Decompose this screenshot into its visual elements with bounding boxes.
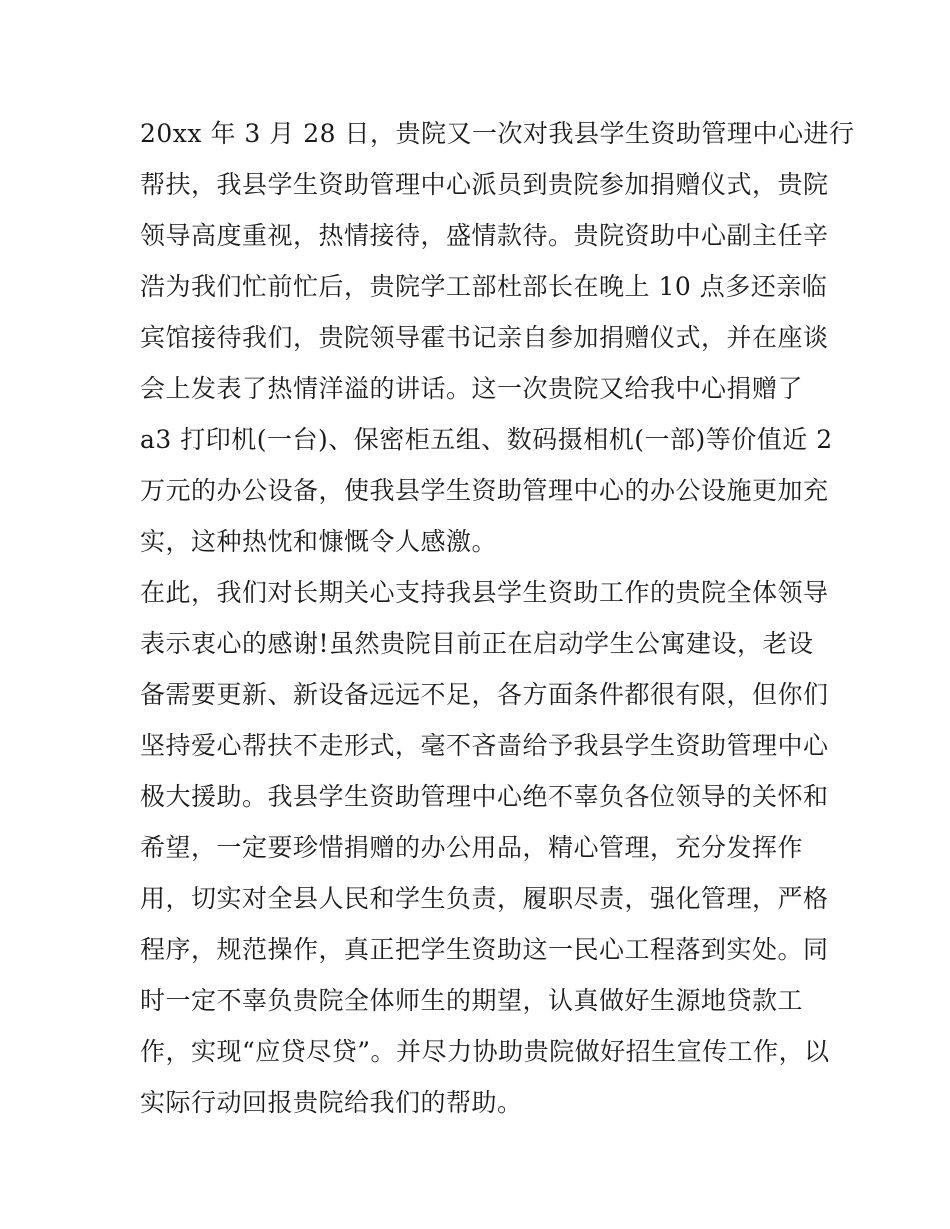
text-line: 帮扶，我县学生资助管理中心派员到贵院参加捐赠仪式，贵院 [140,170,829,199]
text-line: 宾馆接待我们，贵院领导霍书记亲自参加捐赠仪式，并在座谈 [140,323,829,352]
text-line: 领导高度重视，热情接待，盛情款待。贵院资助中心副主任辛 [140,221,829,250]
text-line: 备需要更新、新设备远远不足，各方面条件都很有限，但你们 [140,680,829,709]
text-line: 极大援助。我县学生资助管理中心绝不辜负各位领导的关怀和 [140,782,829,811]
text-line: 实，这种热忱和慷慨令人感激。 [140,527,498,556]
text-line: 20xx 年 3 月 28 日，贵院又一次对我县学生资助管理中心进行 [140,119,855,148]
text-line: 实际行动回报贵院给我们的帮助。 [140,1088,523,1117]
text-line: 作，实现“应贷尽贷”。并尽力协助贵院做好招生宣传工作，以 [140,1037,830,1066]
document-body [140,108,855,1128]
text-line: 会上发表了热情洋溢的讲话。这一次贵院又给我中心捐赠了 [140,374,804,403]
text-line: 在此，我们对长期关心支持我县学生资助工作的贵院全体领导 [140,578,829,607]
text-line: 程序，规范操作，真正把学生资助这一民心工程落到实处。同 [140,935,829,964]
text-line: 时一定不辜负贵院全体师生的期望，认真做好生源地贷款工 [140,986,804,1015]
text-line: a3 打印机(一台)、保密柜五组、数码摄相机(一部)等价值近 2 [140,425,833,454]
text-line: 万元的办公设备，使我县学生资助管理中心的办公设施更加充 [140,476,829,505]
text-line: 表示衷心的感谢!虽然贵院目前正在启动学生公寓建设，老设 [140,629,814,658]
text-line: 用，切实对全县人民和学生负责，履职尽责，强化管理，严格 [140,884,829,913]
text-line: 浩为我们忙前忙后，贵院学工部杜部长在晚上 10 点多还亲临 [140,272,828,301]
text-line: 坚持爱心帮扶不走形式，毫不吝啬给予我县学生资助管理中心 [140,731,829,760]
text-line: 希望，一定要珍惜捐赠的办公用品，精心管理，充分发挥作 [140,833,804,862]
